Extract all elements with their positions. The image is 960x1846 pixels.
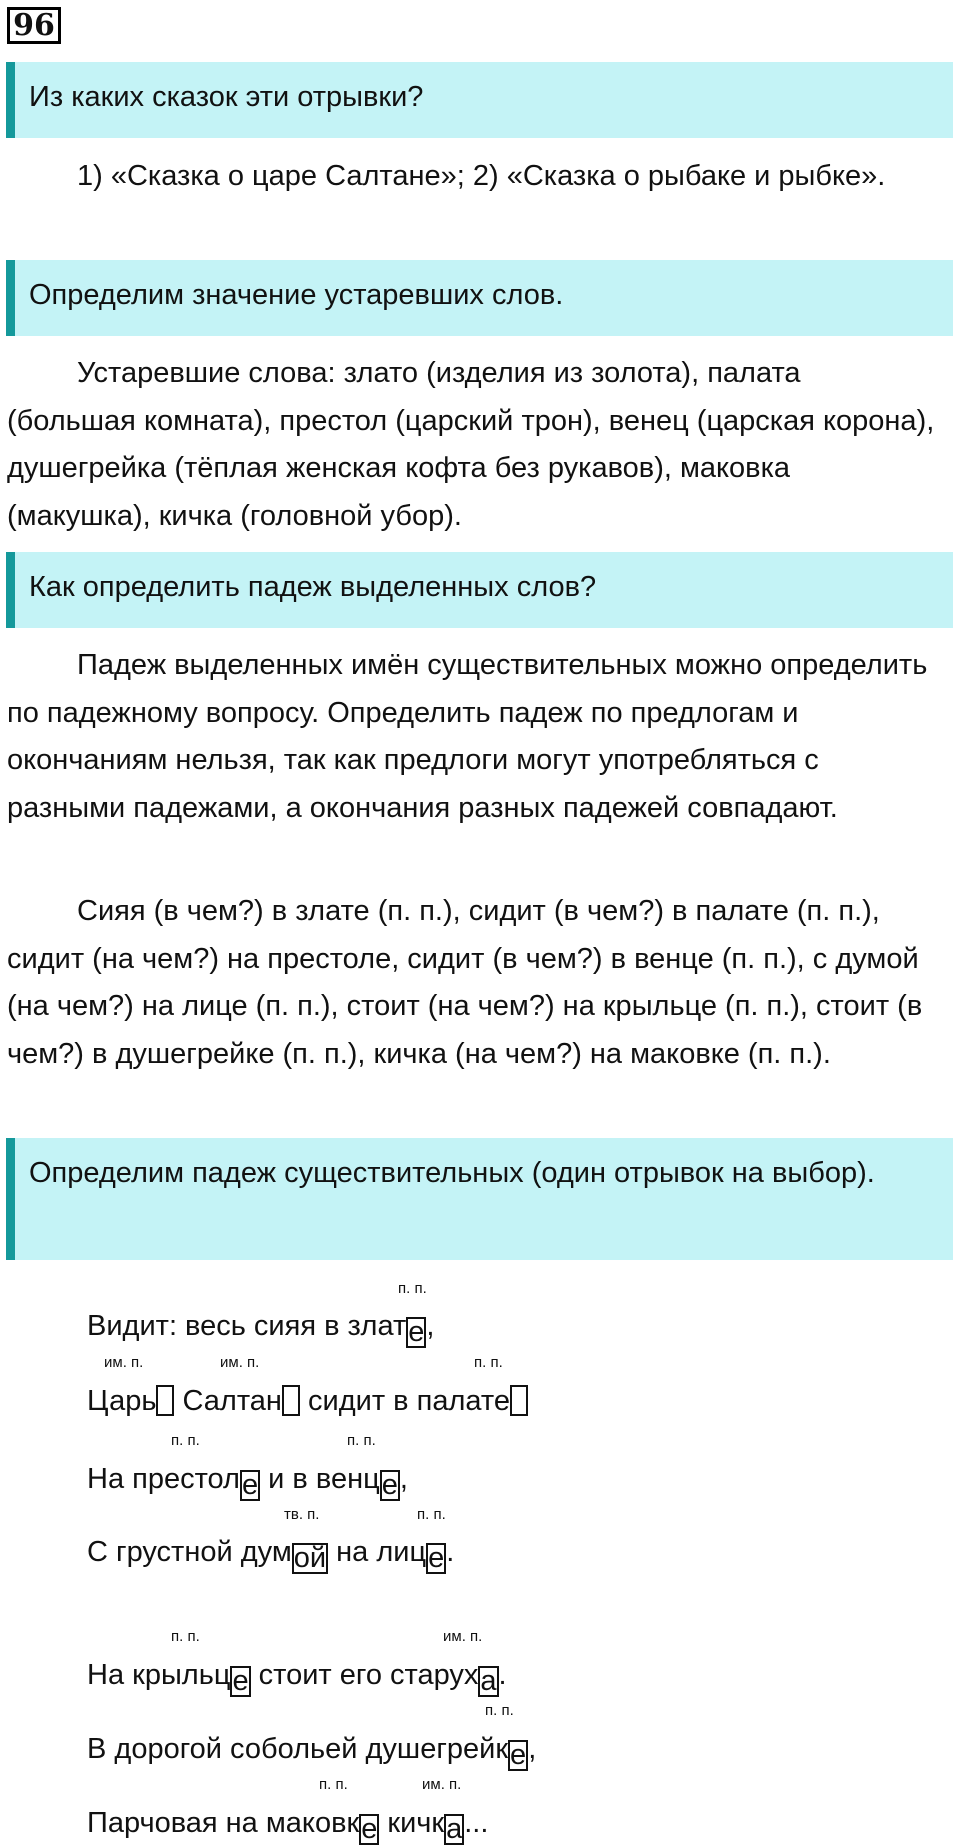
ending-box: е bbox=[381, 1469, 398, 1501]
answer-paragraph-2: Устаревшие слова: злато (изделия из золота), палата (большая комната), престол (царский трон), венец (царская корона), душегрейка (тёплая женская кофта без рукавов), маковка (макушка), кичка (головной убор). bbox=[7, 357, 935, 532]
ending-box: е bbox=[241, 1469, 259, 1501]
case-label: п. п. bbox=[319, 1776, 348, 1793]
question-header-3: Как определить падеж выделенных слов? bbox=[6, 552, 953, 628]
ending-box bbox=[282, 1385, 300, 1416]
poem-line-4: С грустной думой на лице. bbox=[87, 1536, 455, 1574]
ending-box: е bbox=[361, 1813, 378, 1845]
case-label: тв. п. bbox=[284, 1506, 320, 1523]
answer-paragraph-3: Падеж выделенных имён существительных можно определить по падежному вопросу. Определить падеж по предлогам и окончаниям нельзя, так как предлоги могут употребляться с разными падежами, а окончания разных падежей совпадают. bbox=[7, 649, 928, 824]
ending-box: е bbox=[232, 1665, 249, 1697]
case-label: п. п. bbox=[474, 1354, 503, 1371]
ending-box bbox=[156, 1385, 174, 1416]
case-label: п. п. bbox=[171, 1432, 200, 1449]
case-label: им. п. bbox=[422, 1776, 462, 1793]
ending-box: а bbox=[480, 1665, 497, 1697]
ending-box: а bbox=[446, 1813, 463, 1845]
task-number: 96 bbox=[7, 7, 61, 44]
poem-line-1: Видит: весь сияя в злате, bbox=[87, 1310, 435, 1348]
case-label: п. п. bbox=[485, 1702, 514, 1719]
case-label: п. п. bbox=[398, 1280, 427, 1297]
case-label: им. п. bbox=[443, 1628, 483, 1645]
case-label: п. п. bbox=[347, 1432, 376, 1449]
poem-line-3: На престоле и в венце, bbox=[87, 1463, 408, 1501]
answer-paragraph-4: Сияя (в чем?) в злате (п. п.), сидит (в чем?) в палате (п. п.), сидит (на чем?) на престоле, сидит (в чем?) в венце (п. п.), с думой (на чем?) на лице (п. п.), стоит (на чем?) на крыльце (п. п.), стоит (в чем?) в душегрейке (п. п.), кичка (на чем?) на маковке (п. п.). bbox=[7, 895, 923, 1070]
case-label: п. п. bbox=[171, 1628, 200, 1645]
question-header-4: Определим падеж существительных (один отрывок на выбор). bbox=[6, 1138, 953, 1260]
ending-box: е bbox=[510, 1739, 527, 1771]
answer-paragraph-1: 1) «Сказка о царе Салтане»; 2) «Сказка о рыбаке и рыбке». bbox=[77, 160, 886, 192]
poem-line-5: На крыльце стоит его старуха. bbox=[87, 1659, 507, 1697]
poem-line-7: Парчовая на маковке кичка... bbox=[87, 1807, 489, 1845]
poem-line-6: В дорогой собольей душегрейке, bbox=[87, 1733, 537, 1771]
ending-box: е bbox=[428, 1542, 445, 1574]
question-header-2: Определим значение устаревших слов. bbox=[6, 260, 953, 336]
ending-box: ой bbox=[293, 1542, 327, 1574]
ending-box: е bbox=[408, 1316, 425, 1348]
ending-box bbox=[510, 1385, 528, 1416]
case-label: им. п. bbox=[104, 1354, 144, 1371]
question-header-1: Из каких сказок эти отрывки? bbox=[6, 62, 953, 138]
case-label: им. п. bbox=[220, 1354, 260, 1371]
poem-line-2: Царь Салтан сидит в палате bbox=[87, 1381, 528, 1421]
case-label: п. п. bbox=[417, 1506, 446, 1523]
